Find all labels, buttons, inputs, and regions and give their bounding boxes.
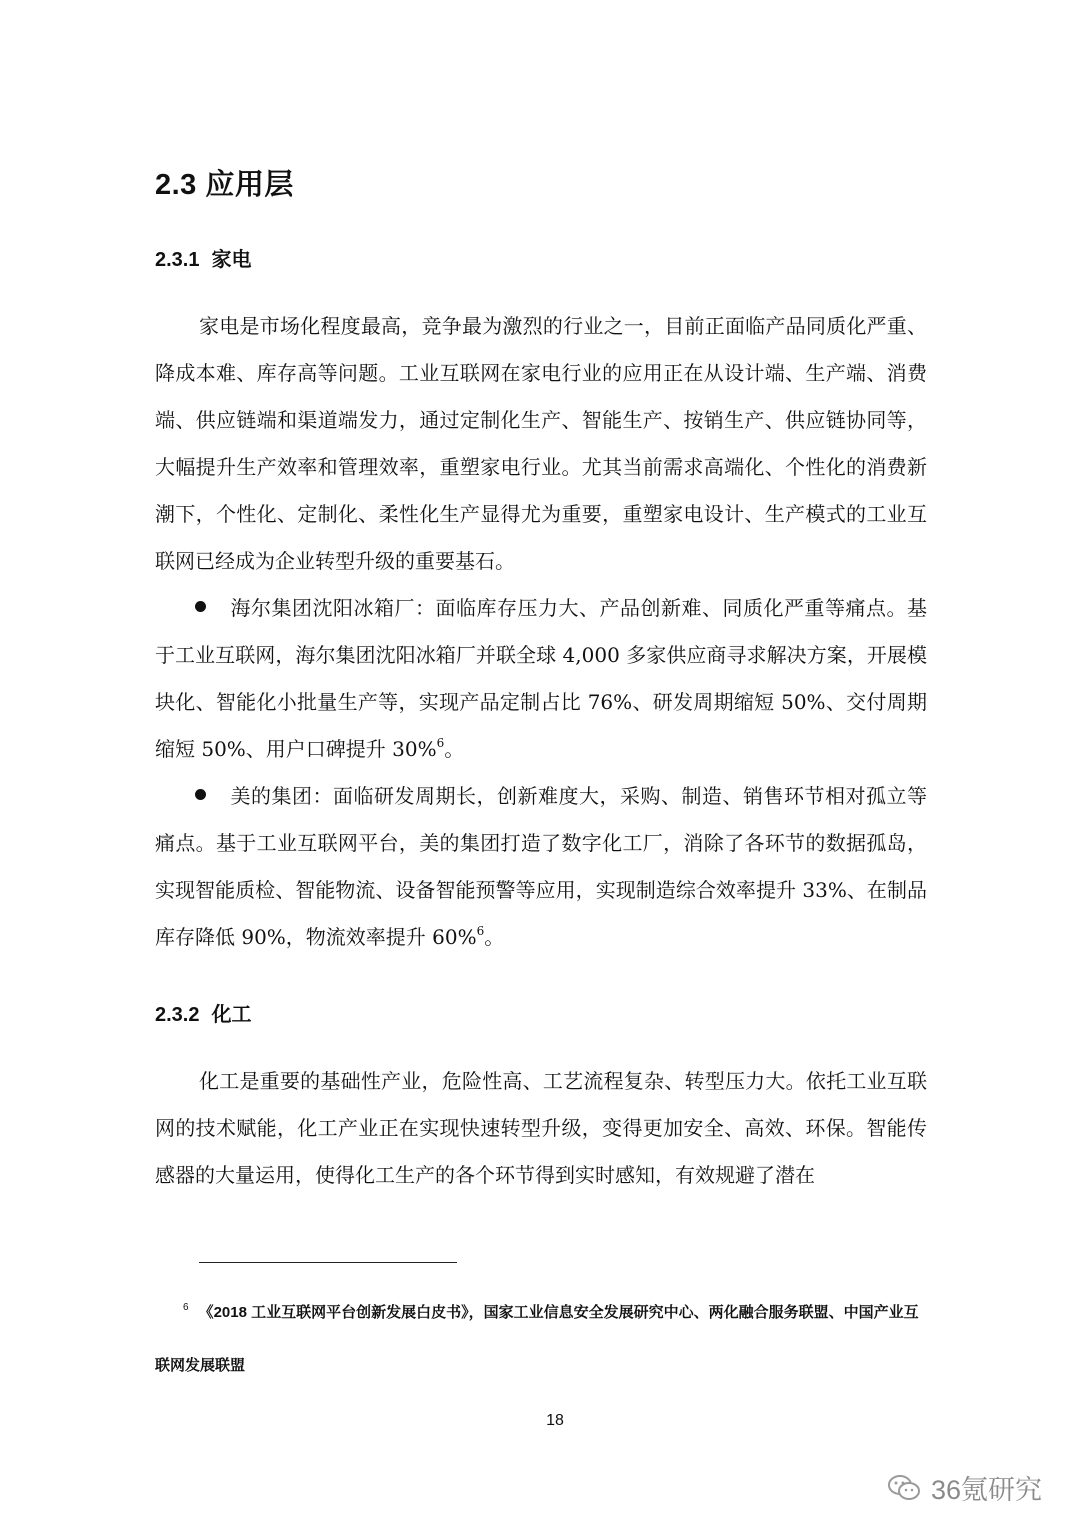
subsection-heading-appliances xyxy=(155,243,251,272)
body-paragraph: 化工是重要的基础性产业，危险性高、工艺流程复杂、转型压力大。依托工业互联网的技术赋能，化工产业正在实现快速转型升级，变得更加安全、高效、环保。智能传感器的大量运用，使得化工生产的各个环节得到实时感知，有效规避了潜在 xyxy=(155,1069,927,1187)
section-heading: 2.3 应用层 xyxy=(155,169,294,201)
bullet-text: 美的集团：面临研发周期长，创新难度大，采购、制造、销售环节相对孤立等痛点。基于工业互联网平台，美的集团打造了数字化工厂，消除了各环节的数据孤岛，实现智能质检、智能物流、设备智能预警等应用，实现制造综合效率提升 33%、在制品库存降低 90%，物流效率提升 60% xyxy=(155,784,927,949)
watermark-text: 36氪研究 xyxy=(930,1475,1042,1505)
bullet-item-midea xyxy=(155,773,927,961)
body-paragraph: 家电是市场化程度最高，竞争最为激烈的行业之一，目前正面临产品同质化严重、降成本难、库存高等问题。工业互联网在家电行业的应用正在从设计端、生产端、消费端、供应链端和渠道端发力，通过定制化生产、智能生产、按销生产、供应链协同等，大幅提升生产效率和管理效率，重塑家电行业。尤其当前需求高端化、个性化的消费新潮下，个性化、定制化、柔性化生产显得尤为重要，重塑家电设计、生产模式的工业互联网已经成为企业转型升级的重要基石。 xyxy=(155,314,927,573)
footnote-marker: 6 xyxy=(183,1302,189,1313)
watermark xyxy=(887,1468,1042,1507)
bullet-text: 海尔集团沈阳冰箱厂：面临库存压力大、产品创新难、同质化严重等痛点。基于工业互联网，海尔集团沈阳冰箱厂并联全球 4,000 多家供应商寻求解决方案，开展模块化、智能化小批量生产等，实现产品定制占比 76%、研发周期缩短 50%、交付周期缩短 50%、用户口碑提升 30% xyxy=(155,596,927,761)
bullet-terminator: 。 xyxy=(444,737,465,761)
bullet-terminator: 。 xyxy=(484,925,505,949)
subsection-number: 2.3.1 xyxy=(155,249,200,271)
page-number: 18 xyxy=(546,1412,564,1429)
footnote-divider xyxy=(199,1262,457,1263)
subsection-title: 化工 xyxy=(211,1004,252,1026)
subsection-title: 家电 xyxy=(211,249,252,271)
subsection-heading-chemical xyxy=(155,998,251,1027)
bullet-icon xyxy=(195,601,206,612)
wechat-icon xyxy=(887,1474,921,1502)
footnote xyxy=(155,1286,930,1392)
footnote-text: 《2018 工业互联网平台创新发展白皮书》，国家工业信息安全发展研究中心、两化融合服务联盟、中国产业互联网发展联盟 xyxy=(155,1304,919,1374)
footnote-ref: 6 xyxy=(476,924,485,938)
subsection-number: 2.3.2 xyxy=(155,1004,200,1026)
appliances-paragraph-block xyxy=(155,303,927,961)
bullet-item-haier xyxy=(155,585,927,773)
footnote-ref: 6 xyxy=(436,736,445,750)
bullet-icon xyxy=(195,789,206,800)
chemical-paragraph-block xyxy=(155,1058,927,1199)
